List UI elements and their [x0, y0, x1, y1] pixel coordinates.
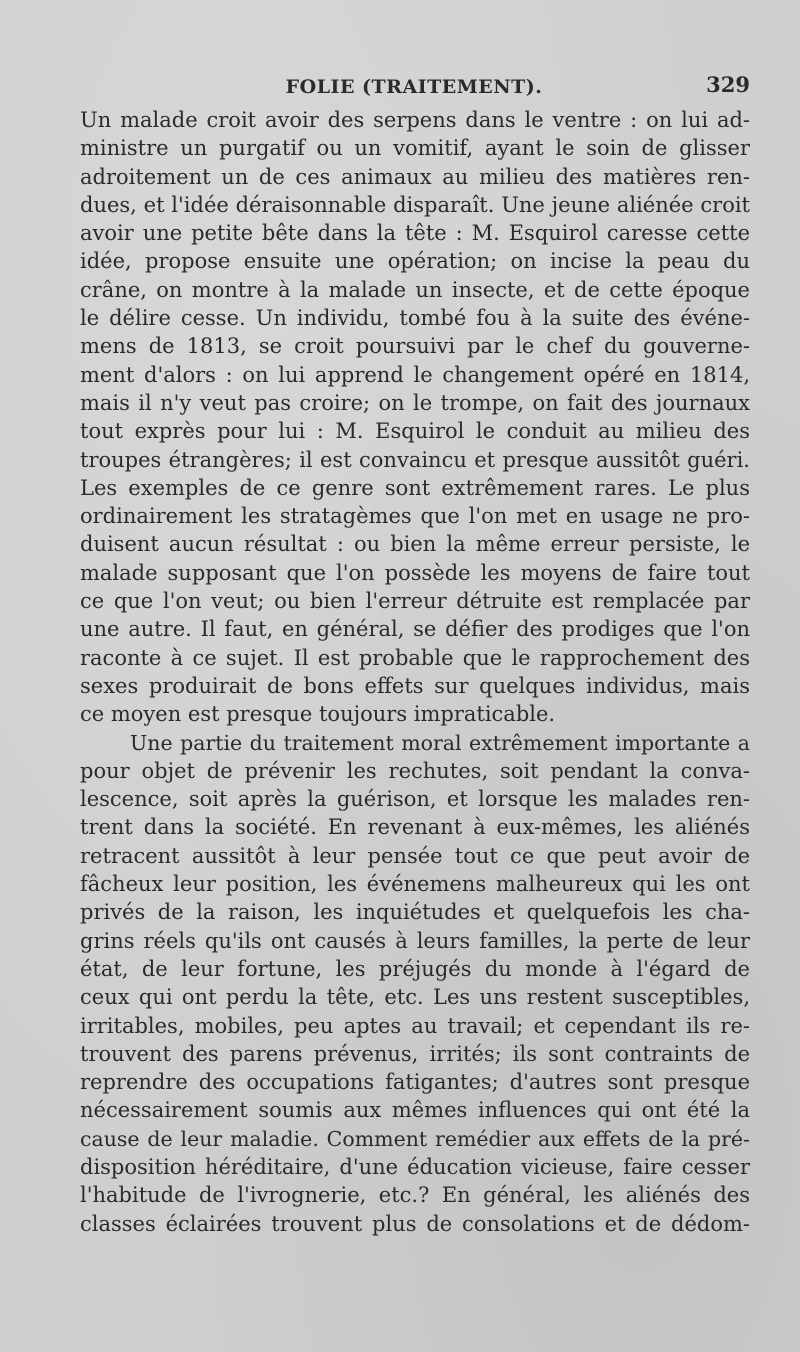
- text-line: nécessairement soumis aux mêmes influences qui ont été la: [80, 1098, 750, 1123]
- text-line: sexes produirait de bons effets sur quelques individus, mais: [80, 673, 750, 698]
- text-line: mens de 1813, se croit poursuivi par le chef du gouverne-: [80, 334, 750, 359]
- text-line: Un malade croit avoir des serpens dans le ventre : on lui ad-: [80, 108, 750, 132]
- text-line: cause de leur maladie. Comment remédier aux effets de la pré-: [80, 1126, 750, 1151]
- text-line: irritables, mobiles, peu aptes au travail; et cependant ils re-: [80, 1013, 750, 1038]
- text-line: ce que l'on veut; ou bien l'erreur détruite est remplacée par: [80, 589, 750, 614]
- paragraph-last-line: ce moyen est presque toujours impraticable.: [80, 702, 556, 727]
- text-line: adroitement un de ces animaux au milieu des matières ren-: [80, 164, 750, 189]
- text-line: ceux qui ont perdu la tête, etc. Les uns restent susceptibles,: [80, 985, 750, 1010]
- text-line: tout exprès pour lui : M. Esquirol le conduit au milieu des: [80, 419, 750, 444]
- text-line: pour objet de prévenir les rechutes, soit pendant la conva-: [80, 758, 750, 783]
- text-line: dues, et l'idée déraisonnable disparaît. Une jeune aliénée croit: [80, 192, 750, 217]
- text-line: malade supposant que l'on possède les moyens de faire tout: [80, 560, 750, 585]
- text-line: privés de la raison, les inquiétudes et quelquefois les cha-: [80, 900, 750, 925]
- text-line: mais il n'y veut pas croire; on le trompe, on fait des journaux: [80, 390, 750, 415]
- text-line: le délire cesse. Un individu, tombé fou à la suite des événe-: [80, 306, 750, 331]
- text-line: classes éclairées trouvent plus de consolations et de dédom-: [80, 1211, 750, 1236]
- text-line: avoir une petite bête dans la tête : M. Esquirol caresse cette: [80, 221, 750, 246]
- text-line: crâne, on montre à la malade un insecte, et de cette époque: [80, 277, 750, 302]
- text-line: troupes étrangères; il est convaincu et presque aussitôt guéri.: [80, 447, 750, 472]
- text-line: Les exemples de ce genre sont extrêmement rares. Le plus: [80, 475, 750, 500]
- text-line: état, de leur fortune, les préjugés du monde à l'égard de: [80, 956, 750, 981]
- text-line: reprendre des occupations fatigantes; d'autres sont presque: [80, 1070, 750, 1095]
- text-line: raconte à ce sujet. Il est probable que le rapprochement des: [80, 645, 750, 670]
- text-line: lescence, soit après la guérison, et lorsque les malades ren-: [80, 787, 750, 812]
- text-line: ministre un purgatif ou un vomitif, ayant le soin de glisser: [80, 136, 750, 161]
- text-line: disposition héréditaire, d'une éducation vicieuse, faire cesser: [80, 1154, 750, 1179]
- text-line: une autre. Il faut, en général, se défier des prodiges que l'on: [80, 617, 750, 642]
- paragraph-first-line: Une partie du traitement moral extrêmement importante a: [130, 730, 750, 755]
- text-line: trouvent des parens prévenus, irrités; ils sont contraints de: [80, 1041, 750, 1066]
- text-line: duisent aucun résultat : ou bien la même erreur persiste, le: [80, 532, 750, 557]
- text-line: ment d'alors : on lui apprend le changement opéré en 1814,: [80, 362, 750, 387]
- text-line: fâcheux leur position, les événemens malheureux qui les ont: [80, 872, 750, 897]
- running-title: FOLIE (TRAITEMENT).: [285, 76, 543, 98]
- text-line: ordinairement les stratagèmes que l'on met en usage ne pro-: [80, 504, 750, 529]
- text-line: idée, propose ensuite une opération; on incise la peau du: [80, 249, 750, 274]
- page-header: [78, 72, 750, 102]
- text-line: trent dans la société. En revenant à eux-mêmes, les aliénés: [80, 815, 750, 840]
- body-text: [80, 106, 750, 1238]
- text-line: l'habitude de l'ivrognerie, etc.? En général, les aliénés des: [80, 1183, 750, 1208]
- text-line: retracent aussitôt à leur pensée tout ce que peut avoir de: [80, 843, 750, 868]
- text-line: grins réels qu'ils ont causés à leurs familles, la perte de leur: [80, 928, 750, 953]
- page-number: 329: [706, 72, 750, 97]
